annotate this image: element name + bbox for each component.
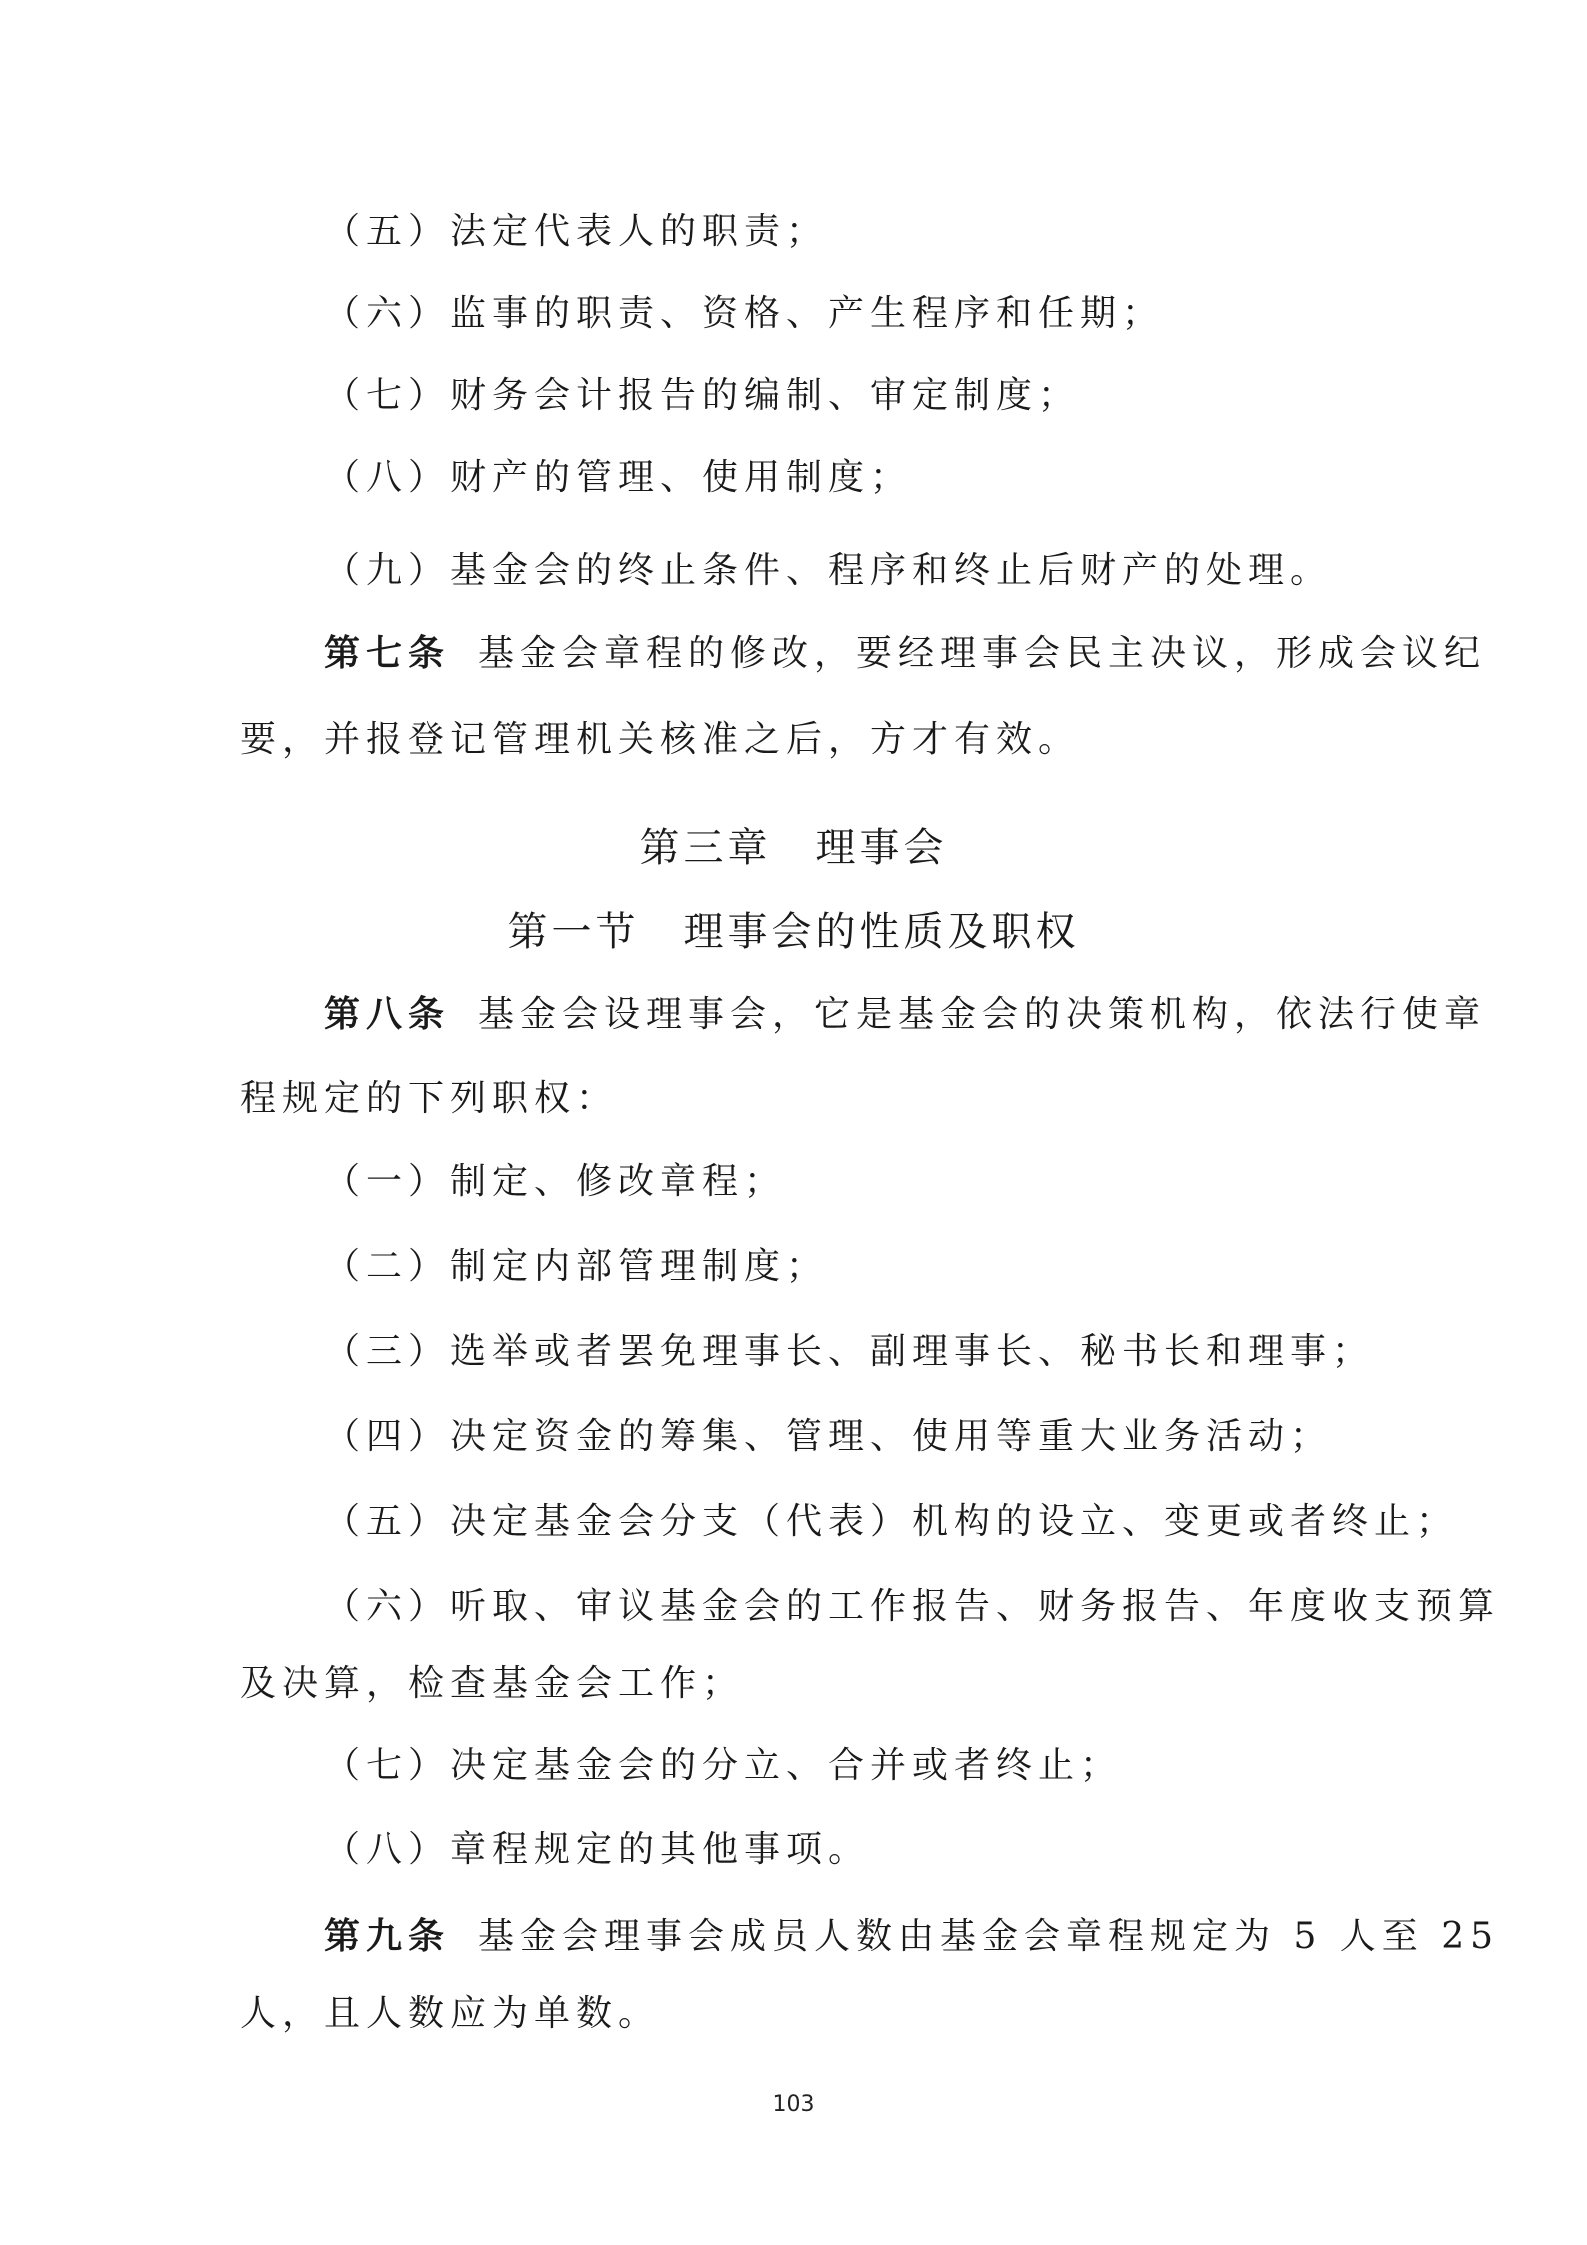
power-item-1: （一）制定、修改章程； bbox=[324, 1161, 787, 1202]
article-7-line-2: 要，并报登记管理机关核准之后，方才有效。 bbox=[240, 719, 1081, 760]
power-item-5: （五）决定基金会分支（代表）机构的设立、变更或者终止； bbox=[324, 1501, 1459, 1542]
power-item-3: （三）选举或者罢免理事长、副理事长、秘书长和理事； bbox=[324, 1331, 1375, 1372]
power-item-4: （四）决定资金的筹集、管理、使用等重大业务活动； bbox=[324, 1416, 1333, 1457]
list-item-7: （七）财务会计报告的编制、审定制度； bbox=[324, 375, 1081, 416]
article-8-text-1: 基金会设理事会，它是基金会的决策机构，依法行使章 bbox=[478, 994, 1487, 1035]
article-8-label: 第八条 bbox=[324, 993, 451, 1035]
list-item-8: （八）财产的管理、使用制度； bbox=[324, 457, 913, 498]
section-heading: 第一节 理事会的性质及职权 bbox=[507, 909, 1080, 955]
article-9-text-1: 基金会理事会成员人数由基金会章程规定为 5 人至 25 bbox=[478, 1916, 1500, 1957]
article-9-label: 第九条 bbox=[324, 1915, 451, 1957]
power-item-2: （二）制定内部管理制度； bbox=[324, 1246, 829, 1287]
article-7-text-1: 基金会章程的修改，要经理事会民主决议，形成会议纪 bbox=[478, 633, 1487, 674]
article-8-line-1 bbox=[324, 992, 1487, 1037]
article-7-line-1 bbox=[324, 631, 1487, 676]
article-9-line-1 bbox=[324, 1914, 1500, 1959]
article-8-line-2: 程规定的下列职权： bbox=[240, 1078, 619, 1119]
article-7-label: 第七条 bbox=[324, 632, 451, 674]
power-item-7: （七）决定基金会的分立、合并或者终止； bbox=[324, 1745, 1123, 1786]
power-item-6-line-1: （六）听取、审议基金会的工作报告、财务报告、年度收支预算 bbox=[324, 1586, 1501, 1627]
article-9-line-2: 人，且人数应为单数。 bbox=[240, 1993, 661, 2034]
power-item-6-line-2: 及决算，检查基金会工作； bbox=[240, 1663, 745, 1704]
page-number: 103 bbox=[772, 2092, 815, 2117]
list-item-5: （五）法定代表人的职责； bbox=[324, 211, 829, 252]
chapter-heading: 第三章 理事会 bbox=[639, 825, 948, 871]
list-item-6: （六）监事的职责、资格、产生程序和任期； bbox=[324, 293, 1165, 334]
power-item-8: （八）章程规定的其他事项。 bbox=[324, 1829, 871, 1870]
list-item-9: （九）基金会的终止条件、程序和终止后财产的处理。 bbox=[324, 550, 1333, 591]
